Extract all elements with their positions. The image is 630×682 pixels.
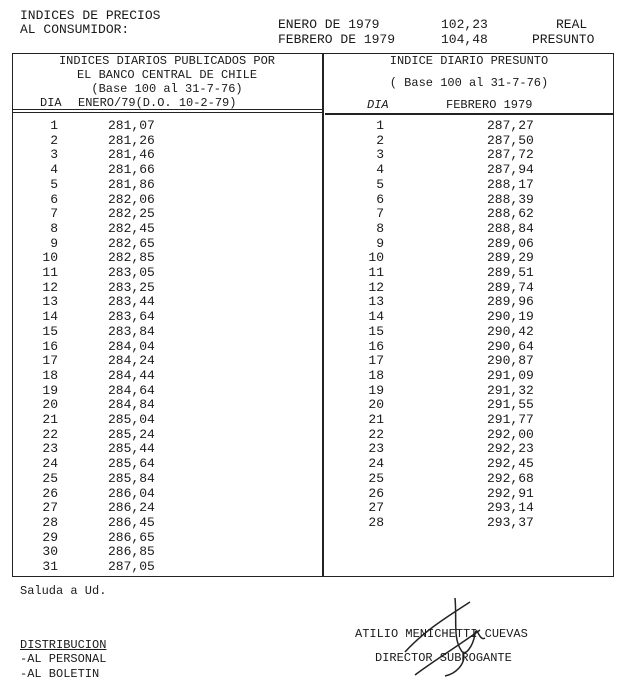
left-table-day-cell: 5 xyxy=(50,176,58,192)
right-table-col-value: FEBRERO 1979 xyxy=(446,98,533,112)
right-table-day-cell: 22 xyxy=(368,426,384,442)
header-month2: FEBRERO DE 1979 xyxy=(278,32,396,47)
left-table-day-cell: 9 xyxy=(50,235,58,251)
left-table-day-cell: 26 xyxy=(42,485,58,501)
left-table-value-cell: 287,05 xyxy=(108,559,155,574)
left-table-value-cell: 284,64 xyxy=(108,382,155,398)
right-table-value-cell: 292,68 xyxy=(487,470,534,486)
left-table-day-cell: 12 xyxy=(42,279,58,295)
right-table-day-cell: 4 xyxy=(376,162,384,178)
left-table-value-cell: 281,26 xyxy=(108,132,155,148)
right-table-day-cell: 1 xyxy=(376,118,384,133)
left-table-value-cell: 283,84 xyxy=(108,323,155,339)
right-table-day-cell: 11 xyxy=(368,265,384,280)
left-table-value-cell: 286,04 xyxy=(108,485,155,501)
right-table-value-cell: 287,27 xyxy=(487,118,534,133)
right-table-value-cell: 288,62 xyxy=(487,206,534,222)
left-table-day-cell: 29 xyxy=(42,529,58,545)
left-table-title-line3: (Base 100 al 31-7-76) xyxy=(91,82,243,96)
right-table-value-cell: 293,37 xyxy=(487,514,534,530)
right-table-value-cell: 289,06 xyxy=(487,235,534,251)
right-table-day-cell: 12 xyxy=(368,279,384,295)
left-table-day-cell: 27 xyxy=(42,500,58,516)
left-table-day-cell: 22 xyxy=(42,426,58,442)
distribution-item-personal: -AL PERSONAL xyxy=(20,652,107,666)
signer-title: DIRECTOR SUBROGANTE xyxy=(375,651,512,665)
header-month2-type: PRESUNTO xyxy=(532,32,595,47)
right-table-day-cell: 24 xyxy=(368,456,384,472)
right-table-day-cell: 17 xyxy=(368,353,384,369)
right-table-day-cell: 8 xyxy=(376,220,384,236)
left-table-day-cell: 23 xyxy=(42,441,58,457)
left-table-value-cell: 286,24 xyxy=(108,500,155,516)
right-table-value-cell: 289,51 xyxy=(487,265,534,280)
right-table-day-cell: 16 xyxy=(368,338,384,354)
right-table-value-cell: 292,45 xyxy=(487,456,534,472)
right-table-value-cell: 289,96 xyxy=(487,294,534,310)
right-table-value-cell: 292,91 xyxy=(487,485,534,501)
header-month1: ENERO DE 1979 xyxy=(278,17,380,32)
table-column-divider xyxy=(322,53,324,577)
right-table-value-cell: 291,77 xyxy=(487,412,534,427)
left-table-day-cell: 7 xyxy=(50,206,58,222)
right-table-day-cell: 9 xyxy=(376,235,384,251)
left-table-day-cell: 10 xyxy=(42,250,58,266)
right-table-day-cell: 5 xyxy=(376,176,384,192)
header-title-line2: AL CONSUMIDOR: xyxy=(20,22,130,37)
left-table-day-cell: 24 xyxy=(42,456,58,472)
right-table-value-cell: 288,17 xyxy=(487,176,534,192)
right-table-title-line1: INDICE DIARIO PRESUNTO xyxy=(389,54,549,68)
left-table-day-cell: 13 xyxy=(42,294,58,310)
left-table-day-cell: 17 xyxy=(42,353,58,369)
left-table-day-cell: 1 xyxy=(50,118,58,133)
left-table-day-cell: 2 xyxy=(50,132,58,148)
right-table-value-cell: 287,72 xyxy=(487,147,534,163)
left-table-value-cell: 283,05 xyxy=(108,265,155,280)
right-table-day-cell: 13 xyxy=(368,294,384,310)
left-table-value-cell: 285,84 xyxy=(108,470,155,486)
left-table-value-cell: 284,04 xyxy=(108,338,155,354)
right-table-day-cell: 27 xyxy=(368,500,384,516)
right-table-day-cell: 28 xyxy=(368,514,384,530)
left-table-value-cell: 284,44 xyxy=(108,367,155,383)
right-table-day-cell: 2 xyxy=(376,132,384,148)
left-table-value-cell: 284,84 xyxy=(108,397,155,413)
right-table-day-cell: 19 xyxy=(368,382,384,398)
right-table-day-cell: 21 xyxy=(368,412,384,427)
right-table-value-cell: 290,87 xyxy=(487,353,534,369)
left-table-col-value: ENERO/79(D.O. 10-2-79) xyxy=(78,96,237,110)
left-table-day-cell: 6 xyxy=(50,191,58,207)
left-table-value-cell: 282,65 xyxy=(108,235,155,251)
right-table-value-cell: 290,64 xyxy=(487,338,534,354)
right-table-col-day: DIA xyxy=(367,98,389,112)
left-table-value-cell: 283,44 xyxy=(108,294,155,310)
right-table-value-cell: 290,42 xyxy=(487,323,534,339)
left-table-value-cell: 281,86 xyxy=(108,176,155,192)
left-table-day-cell: 8 xyxy=(50,220,58,236)
left-table-value-cell: 281,46 xyxy=(108,147,155,163)
right-table-day-cell: 18 xyxy=(368,367,384,383)
header-month1-type: REAL xyxy=(556,17,588,32)
left-table-value-cell: 285,64 xyxy=(108,456,155,472)
right-table-value-cell: 291,09 xyxy=(487,367,534,383)
right-table-day-cell: 14 xyxy=(368,309,384,325)
left-table-day-cell: 25 xyxy=(42,470,58,486)
right-table-value-cell: 292,00 xyxy=(487,426,534,442)
header-title-line1: INDICES DE PRECIOS xyxy=(20,8,161,23)
right-table-day-cell: 23 xyxy=(368,441,384,457)
left-table-day-cell: 4 xyxy=(50,162,58,178)
right-table-day-cell: 6 xyxy=(376,191,384,207)
greeting: Saluda a Ud. xyxy=(20,584,107,598)
right-table-value-cell: 289,29 xyxy=(487,250,534,266)
right-table-day-cell: 7 xyxy=(376,206,384,222)
left-table-day-cell: 19 xyxy=(42,382,58,398)
left-table-value-cell: 285,24 xyxy=(108,426,155,442)
right-table-day-cell: 10 xyxy=(368,250,384,266)
right-table-day-cell: 26 xyxy=(368,485,384,501)
left-table-value-cell: 283,64 xyxy=(108,309,155,325)
right-table-title-line2: ( Base 100 al 31-7-76) xyxy=(389,76,549,90)
left-table-value-cell: 281,66 xyxy=(108,162,155,178)
left-table-day-cell: 15 xyxy=(42,323,58,339)
right-table-value-cell: 288,84 xyxy=(487,220,534,236)
distribution-item-boletin: -AL BOLETIN xyxy=(20,667,100,681)
right-table-day-cell: 20 xyxy=(368,397,384,413)
left-table-day-cell: 16 xyxy=(42,338,58,354)
left-table-day-cell: 28 xyxy=(42,514,58,530)
left-table-day-cell: 21 xyxy=(42,412,58,427)
left-table-value-cell: 281,07 xyxy=(108,118,155,133)
right-table-day-cell: 3 xyxy=(376,147,384,163)
left-table-value-cell: 286,85 xyxy=(108,544,155,560)
left-table-value-cell: 285,04 xyxy=(108,412,155,427)
distribution-title: DISTRIBUCION xyxy=(20,638,107,652)
right-table-day-cell: 15 xyxy=(368,323,384,339)
left-table-title-line1: INDICES DIARIOS PUBLICADOS POR xyxy=(58,54,276,68)
signer-name: ATILIO MENICHETTI CUEVAS xyxy=(355,627,528,641)
header-month2-value: 104,48 xyxy=(441,32,488,47)
left-table-day-cell: 30 xyxy=(42,544,58,560)
right-table-day-cell: 25 xyxy=(368,470,384,486)
left-table-day-cell: 3 xyxy=(50,147,58,163)
right-table-value-cell: 291,55 xyxy=(487,397,534,413)
left-table-value-cell: 282,25 xyxy=(108,206,155,222)
left-table-day-cell: 14 xyxy=(42,309,58,325)
left-table-value-cell: 282,06 xyxy=(108,191,155,207)
right-table-value-cell: 287,94 xyxy=(487,162,534,178)
left-table-day-cell: 20 xyxy=(42,397,58,413)
left-table-value-cell: 285,44 xyxy=(108,441,155,457)
left-table-value-cell: 286,65 xyxy=(108,529,155,545)
right-table-value-cell: 289,74 xyxy=(487,279,534,295)
right-table-value-cell: 293,14 xyxy=(487,500,534,516)
header-month1-value: 102,23 xyxy=(441,17,488,32)
left-table-day-cell: 11 xyxy=(42,265,58,280)
left-table-day-cell: 18 xyxy=(42,367,58,383)
left-table-value-cell: 286,45 xyxy=(108,514,155,530)
right-table-value-cell: 291,32 xyxy=(487,382,534,398)
right-table-value-cell: 287,50 xyxy=(487,132,534,148)
left-table-value-cell: 282,45 xyxy=(108,220,155,236)
left-table-day-cell: 31 xyxy=(42,559,58,574)
left-header-rule-2 xyxy=(12,112,323,113)
left-table-value-cell: 284,24 xyxy=(108,353,155,369)
right-header-rule xyxy=(325,113,614,115)
right-table-value-cell: 288,39 xyxy=(487,191,534,207)
right-table-value-cell: 290,19 xyxy=(487,309,534,325)
right-table-value-cell: 292,23 xyxy=(487,441,534,457)
left-table-title-line2: EL BANCO CENTRAL DE CHILE xyxy=(76,68,258,82)
left-table-value-cell: 283,25 xyxy=(108,279,155,295)
left-table-value-cell: 282,85 xyxy=(108,250,155,266)
left-table-col-day: DIA xyxy=(40,96,62,110)
